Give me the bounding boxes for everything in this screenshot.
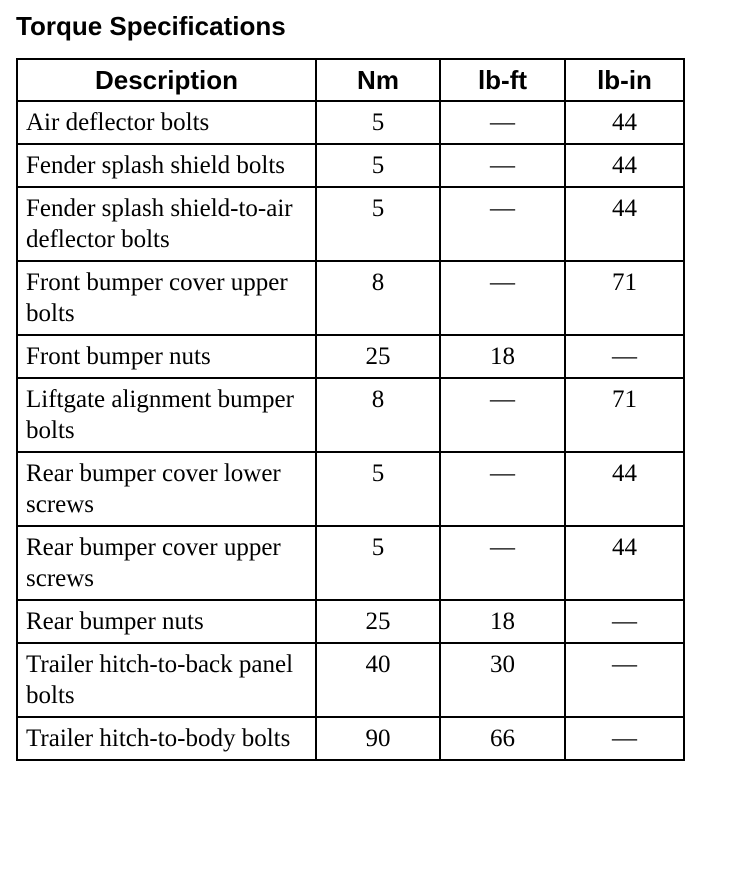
column-header-lb-in: lb-in — [565, 59, 684, 101]
nm-cell: 8 — [316, 378, 440, 452]
table-row — [17, 717, 684, 760]
table-row — [17, 600, 684, 643]
column-header-nm: Nm — [316, 59, 440, 101]
description-cell: Air deflector bolts — [17, 101, 316, 144]
table-row — [17, 452, 684, 526]
nm-cell: 25 — [316, 335, 440, 378]
lb-in-cell: 44 — [565, 526, 684, 600]
lb-in-cell: 44 — [565, 452, 684, 526]
table-row — [17, 101, 684, 144]
lb-ft-cell: — — [440, 101, 565, 144]
lb-in-cell: — — [565, 335, 684, 378]
lb-ft-cell: 18 — [440, 335, 565, 378]
lb-ft-cell: 30 — [440, 643, 565, 717]
lb-ft-cell: — — [440, 187, 565, 261]
lb-ft-cell: 18 — [440, 600, 565, 643]
description-cell: Liftgate alignment bumper bolts — [17, 378, 316, 452]
table-row — [17, 261, 684, 335]
table-row — [17, 378, 684, 452]
table-row — [17, 187, 684, 261]
table-row — [17, 526, 684, 600]
lb-in-cell: 44 — [565, 187, 684, 261]
lb-in-cell: — — [565, 643, 684, 717]
lb-in-cell: 71 — [565, 378, 684, 452]
nm-cell: 5 — [316, 526, 440, 600]
lb-in-cell: 44 — [565, 144, 684, 187]
description-cell: Trailer hitch-to-back panel bolts — [17, 643, 316, 717]
lb-in-cell: 71 — [565, 261, 684, 335]
column-header-description: Description — [17, 59, 316, 101]
lb-ft-cell: — — [440, 526, 565, 600]
lb-ft-cell: — — [440, 144, 565, 187]
table-row — [17, 643, 684, 717]
lb-in-cell: — — [565, 717, 684, 760]
lb-ft-cell: — — [440, 378, 565, 452]
table-row — [17, 335, 684, 378]
description-cell: Rear bumper nuts — [17, 600, 316, 643]
lb-in-cell: — — [565, 600, 684, 643]
nm-cell: 5 — [316, 452, 440, 526]
nm-cell: 40 — [316, 643, 440, 717]
description-cell: Rear bumper cover upper screws — [17, 526, 316, 600]
lb-ft-cell: — — [440, 452, 565, 526]
torque-specifications-table — [16, 58, 685, 761]
description-cell: Front bumper cover upper bolts — [17, 261, 316, 335]
description-cell: Fender splash shield bolts — [17, 144, 316, 187]
nm-cell: 90 — [316, 717, 440, 760]
nm-cell: 8 — [316, 261, 440, 335]
nm-cell: 25 — [316, 600, 440, 643]
nm-cell: 5 — [316, 187, 440, 261]
nm-cell: 5 — [316, 144, 440, 187]
description-cell: Fender splash shield-to-air deflector bolts — [17, 187, 316, 261]
column-header-lb-ft: lb-ft — [440, 59, 565, 101]
description-cell: Rear bumper cover lower screws — [17, 452, 316, 526]
nm-cell: 5 — [316, 101, 440, 144]
description-cell: Front bumper nuts — [17, 335, 316, 378]
lb-ft-cell: 66 — [440, 717, 565, 760]
description-cell: Trailer hitch-to-body bolts — [17, 717, 316, 760]
lb-in-cell: 44 — [565, 101, 684, 144]
page-title: Torque Specifications — [16, 11, 286, 41]
table-header-row — [17, 59, 684, 101]
table-row — [17, 144, 684, 187]
lb-ft-cell: — — [440, 261, 565, 335]
